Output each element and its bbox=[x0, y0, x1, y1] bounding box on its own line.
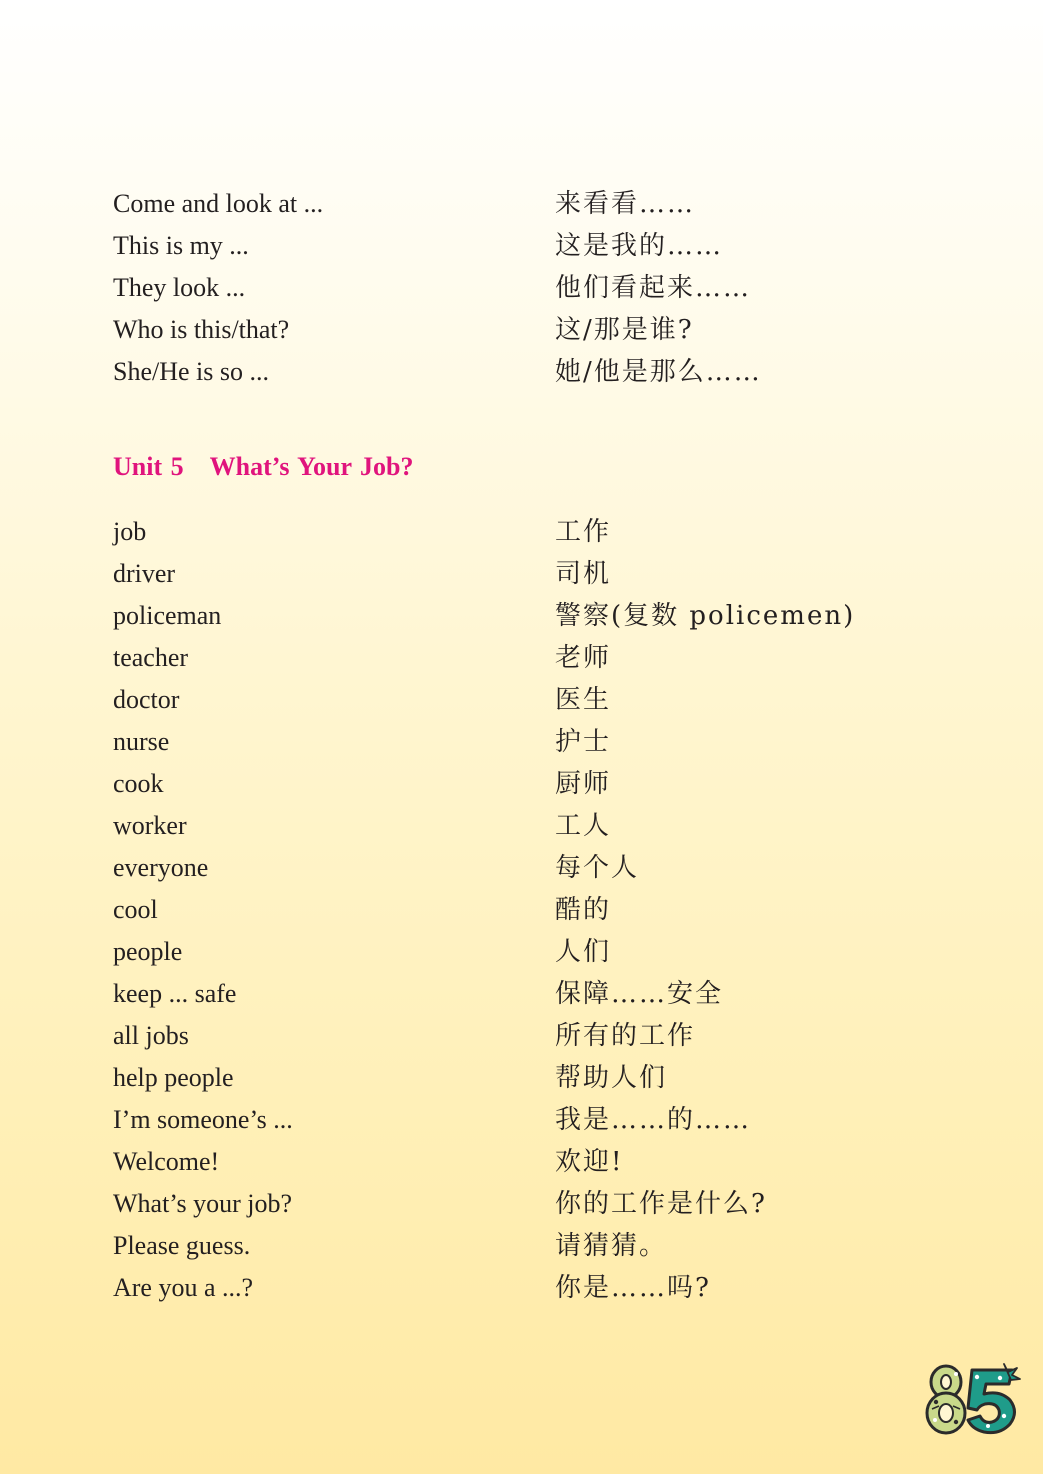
vocab-english: policeman bbox=[113, 601, 222, 630]
vocab-english: driver bbox=[113, 559, 176, 588]
vocab-chinese: 司机 bbox=[555, 559, 612, 589]
vocab-english: teacher bbox=[113, 643, 189, 672]
vocab-english: keep ... safe bbox=[113, 979, 237, 1008]
phrase-row bbox=[113, 309, 913, 351]
vocab-english: Please guess. bbox=[113, 1231, 251, 1260]
page-number bbox=[922, 1362, 1022, 1436]
vocab-row bbox=[113, 973, 913, 1015]
vocab-english: nurse bbox=[113, 727, 170, 756]
vocab-english: cook bbox=[113, 769, 164, 798]
vocab-chinese: 酷的 bbox=[555, 895, 612, 925]
vocab-english: everyone bbox=[113, 853, 209, 882]
phrase-row bbox=[113, 267, 913, 309]
vocab-row bbox=[113, 679, 913, 721]
phrase-chinese: 这/那是谁? bbox=[555, 315, 694, 345]
vocab-chinese: 保障……安全 bbox=[555, 979, 724, 1009]
vocab-chinese: 欢迎! bbox=[555, 1147, 624, 1177]
vocab-english: help people bbox=[113, 1063, 234, 1092]
phrase-chinese: 他们看起来…… bbox=[555, 273, 752, 303]
unit-title: What’s Your Job? bbox=[209, 452, 414, 481]
vocab-chinese: 警察(复数 policemen) bbox=[555, 601, 856, 631]
phrase-english: They look ... bbox=[113, 273, 246, 302]
vocab-english: cool bbox=[113, 895, 158, 924]
phrase-chinese: 这是我的…… bbox=[555, 231, 724, 261]
phrase-english: Who is this/that? bbox=[113, 315, 290, 344]
page-number-digit-five bbox=[968, 1364, 1020, 1433]
phrase-chinese: 她/他是那么…… bbox=[555, 357, 762, 387]
vocab-row bbox=[113, 1225, 913, 1267]
vocab-row bbox=[113, 889, 913, 931]
vocab-row bbox=[113, 763, 913, 805]
vocab-row bbox=[113, 1057, 913, 1099]
vocab-english: What’s your job? bbox=[113, 1189, 293, 1218]
phrase-row bbox=[113, 225, 913, 267]
vocab-english: Are you a ...? bbox=[113, 1273, 254, 1302]
vocab-row bbox=[113, 1099, 913, 1141]
vocab-english: all jobs bbox=[113, 1021, 189, 1050]
vocab-chinese: 我是……的…… bbox=[555, 1105, 752, 1135]
unit-heading bbox=[113, 452, 413, 482]
vocab-english: job bbox=[113, 517, 147, 546]
vocab-row bbox=[113, 721, 913, 763]
phrase-list bbox=[113, 183, 913, 393]
vocab-chinese: 所有的工作 bbox=[555, 1021, 696, 1051]
vocab-english: Welcome! bbox=[113, 1147, 220, 1176]
vocab-chinese: 医生 bbox=[555, 685, 612, 715]
vocab-row bbox=[113, 1141, 913, 1183]
vocab-english: worker bbox=[113, 811, 187, 840]
phrase-english: This is my ... bbox=[113, 231, 249, 260]
vocab-row bbox=[113, 1267, 913, 1309]
vocab-english: doctor bbox=[113, 685, 180, 714]
vocab-english: people bbox=[113, 937, 183, 966]
vocab-chinese: 你是……吗? bbox=[555, 1273, 711, 1303]
vocab-row bbox=[113, 595, 913, 637]
unit-number: Unit 5 bbox=[113, 452, 184, 481]
vocab-chinese: 老师 bbox=[555, 643, 612, 673]
vocab-row bbox=[113, 553, 913, 595]
phrase-english: Come and look at ... bbox=[113, 189, 324, 218]
vocab-row bbox=[113, 847, 913, 889]
vocab-chinese: 请猜猜。 bbox=[555, 1231, 668, 1261]
vocab-chinese: 厨师 bbox=[555, 769, 612, 799]
phrase-row bbox=[113, 183, 913, 225]
phrase-english: She/He is so ... bbox=[113, 357, 269, 386]
vocab-row bbox=[113, 511, 913, 553]
vocab-row bbox=[113, 931, 913, 973]
vocab-english: I’m someone’s ... bbox=[113, 1105, 293, 1134]
vocab-row bbox=[113, 637, 913, 679]
vocab-chinese: 人们 bbox=[555, 937, 612, 967]
vocab-row bbox=[113, 805, 913, 847]
vocab-row bbox=[113, 1183, 913, 1225]
vocab-chinese: 帮助人们 bbox=[555, 1063, 668, 1093]
vocab-row bbox=[113, 1015, 913, 1057]
vocab-chinese: 工人 bbox=[555, 811, 612, 841]
vocab-chinese: 工作 bbox=[555, 517, 612, 547]
page-number-digit-eight bbox=[927, 1366, 965, 1433]
vocab-chinese: 每个人 bbox=[555, 853, 640, 883]
vocabulary-list bbox=[113, 511, 913, 1309]
vocab-chinese: 护士 bbox=[555, 727, 612, 757]
phrase-chinese: 来看看…… bbox=[555, 189, 696, 219]
phrase-row bbox=[113, 351, 913, 393]
vocab-chinese: 你的工作是什么? bbox=[555, 1189, 767, 1219]
